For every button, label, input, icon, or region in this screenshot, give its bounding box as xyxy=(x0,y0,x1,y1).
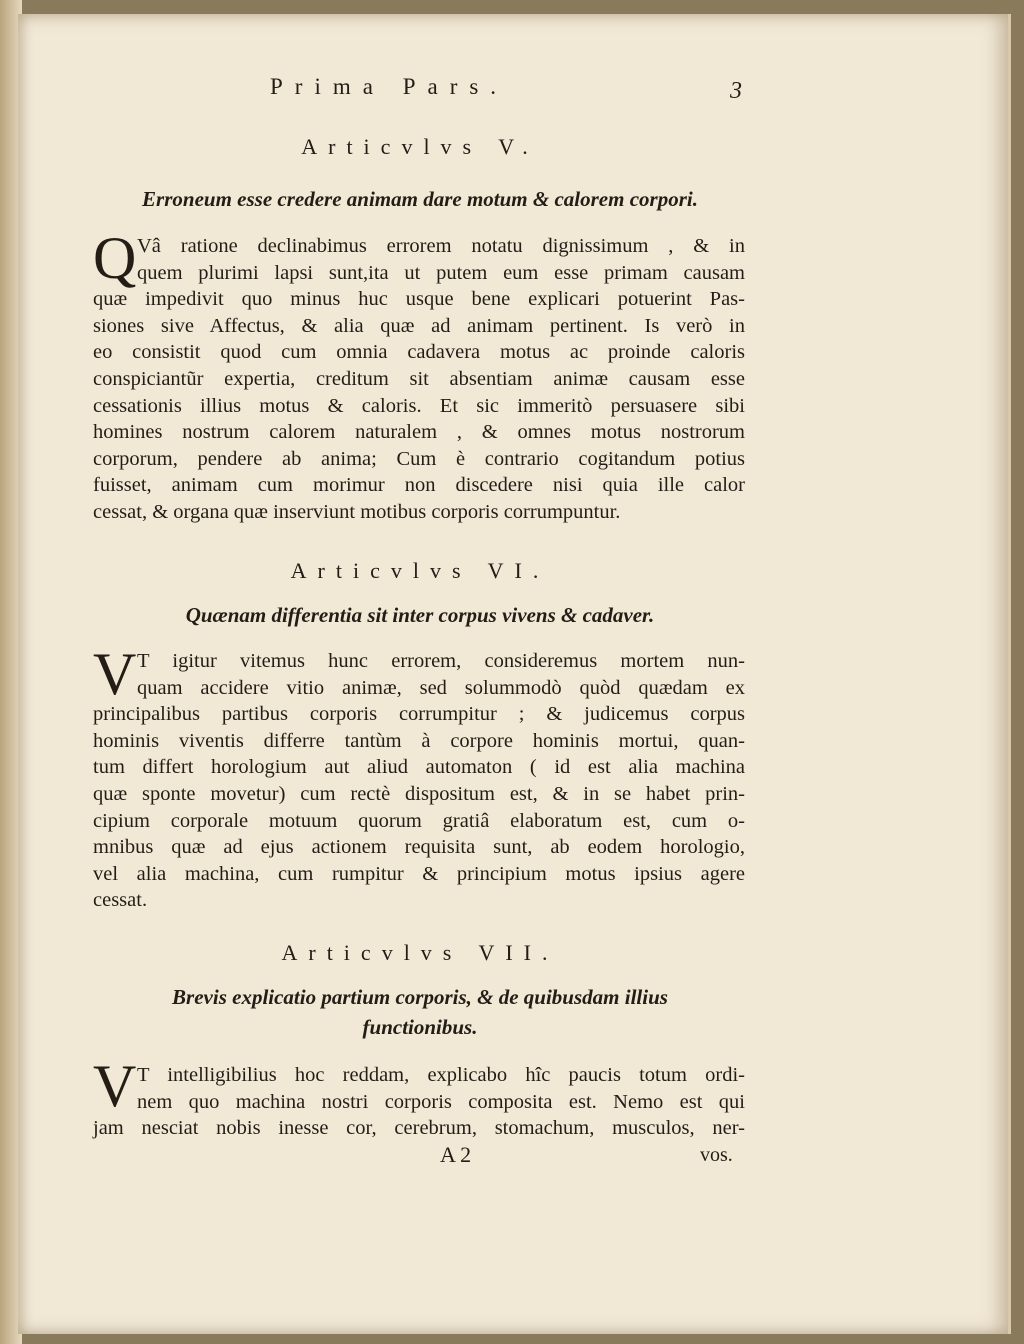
text-line: hominis viventis differre tantùm à corpore hominis mortui, quan- xyxy=(93,729,745,752)
text-line: quem plurimi lapsi sunt,ita ut putem eum esse primam causam xyxy=(137,261,745,284)
text-line: cessat, & organa quæ inserviunt motibus corporis corrumpuntur. xyxy=(93,500,621,523)
text-line: siones sive Affectus, & alia quæ ad animam pertinent. Is verò in xyxy=(93,314,745,337)
text-line: cessationis illius motus & caloris. Et sic immeritò persuasere sibi xyxy=(93,394,745,417)
drop-cap: V xyxy=(93,641,137,707)
article-body xyxy=(93,1062,745,1142)
text-line: jam nesciat nobis inesse cor, cerebrum, stomachum, musculos, ner- xyxy=(93,1117,745,1140)
article-heading: Articvlvs V. xyxy=(301,134,539,159)
text-line: nem quo machina nostri corporis composita est. Nemo est qui xyxy=(137,1090,745,1113)
article-heading: Articvlvs VII. xyxy=(281,940,559,965)
text-line: corporum, pendere ab anima; Cum è contrario cogitandum potius xyxy=(93,447,745,470)
article-body xyxy=(93,641,745,914)
article-heading: Articvlvs VI. xyxy=(290,558,550,583)
text-line: vel alia machina, cum rumpitur & principium motus ipsius agere xyxy=(93,862,745,885)
signature-mark: A 2 xyxy=(440,1142,472,1167)
text-line: conspiciantũr expertia, creditum sit absentiam animæ causam esse xyxy=(93,367,745,390)
text-line: quam accidere vitio animæ, sed solummodò quòd quædam ex xyxy=(137,676,745,699)
running-head xyxy=(0,74,1024,104)
article-subtitle: Brevis explicatio partium corporis, & de quibusdam illius functionibus. xyxy=(172,985,668,1039)
text-line: quæ impedivit quo minus huc usque bene explicari potuerint Pas- xyxy=(93,288,745,311)
drop-cap: Q xyxy=(93,225,137,291)
text-line: mnibus quæ ad ejus actionem requisita sunt, ab eodem horologio, xyxy=(93,836,745,859)
article-subtitle: Quænam differentia sit inter corpus vivens & cadaver. xyxy=(185,603,655,627)
text-line: cipium corporale motuum quorum gratiâ elaboratum est, cum o- xyxy=(93,809,745,832)
text-line: Vâ ratione declinabimus errorem notatu dignissimum , & in xyxy=(137,235,745,257)
catchword: vos. xyxy=(700,1144,733,1166)
text-line: T igitur vitemus hunc errorem, consideremus mortem nun- xyxy=(137,650,745,672)
text-line: homines nostrum calorem naturalem , & omnes motus nostrorum xyxy=(93,421,745,444)
page-number: 3 xyxy=(730,78,742,104)
article-subtitle: Erroneum esse credere animam dare motum & calorem corpori. xyxy=(142,187,698,211)
article-body xyxy=(93,233,745,526)
text-line: eo consistit quod cum omnia cadavera motus ac proinde caloris xyxy=(93,341,745,364)
running-title: Prima Pars. xyxy=(270,74,509,99)
page-footer xyxy=(0,1142,1024,1172)
text-line: quæ sponte movetur) cum rectè dispositum est, & in se habet prin- xyxy=(93,782,745,805)
text-line: cessat. xyxy=(93,889,148,912)
text-line: fuisset, animam cum morimur non discedere nisi quia ille calor xyxy=(93,474,745,497)
text-line: tum differt horologium aut aliud automaton ( id est alia machina xyxy=(93,756,745,779)
text-line: T intelligibilius hoc reddam, explicabo hîc paucis totum ordi- xyxy=(137,1064,745,1086)
drop-cap: V xyxy=(93,1053,137,1119)
text-line: principalibus partibus corporis corrumpitur ; & judicemus corpus xyxy=(93,703,745,726)
